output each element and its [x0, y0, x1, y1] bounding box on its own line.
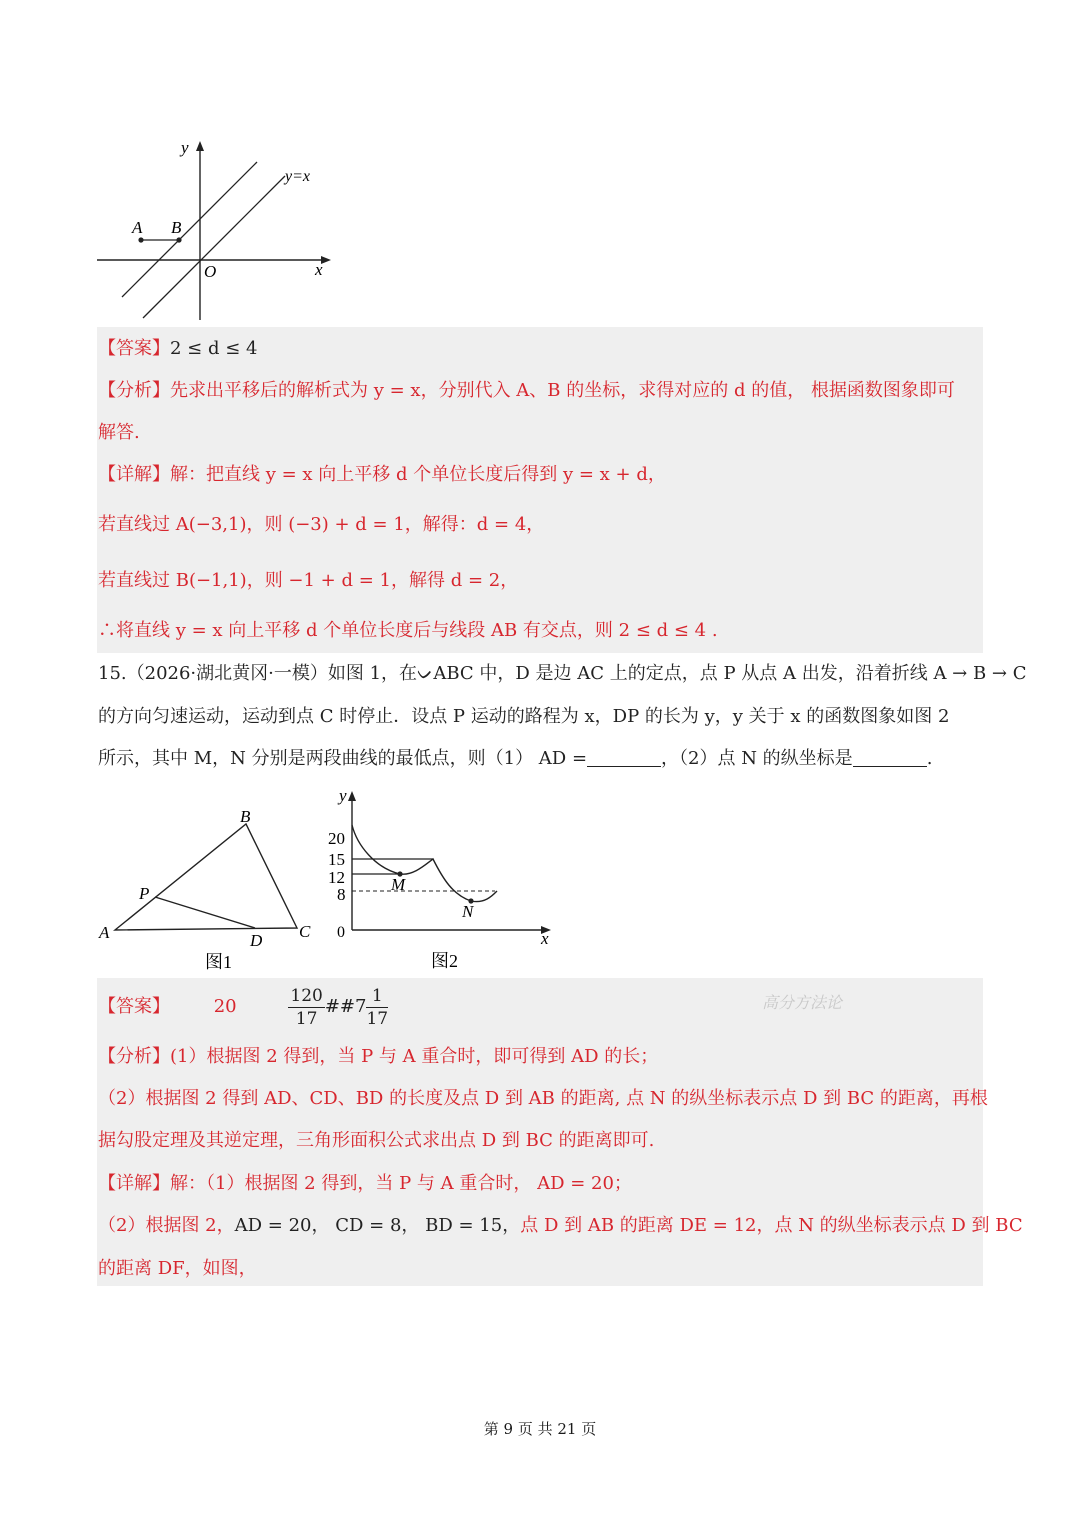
- answer-blank-2[interactable]: [853, 748, 927, 767]
- figure-coordinate-lines: [95, 135, 340, 325]
- answer-separator: ##7: [324, 996, 367, 1017]
- q14-answer-line: [98, 336, 257, 362]
- function-curve: [352, 825, 497, 902]
- detail-tag: 【详解】: [98, 1173, 170, 1194]
- q14-analysis-line-1: [98, 378, 955, 404]
- point-n-label: N: [462, 902, 474, 921]
- point-b: [176, 237, 181, 242]
- fraction-numerator: 1: [366, 985, 388, 1008]
- tick-8: 8: [337, 885, 346, 904]
- q15-detail-line-2: [98, 1213, 1023, 1239]
- analysis-tag: 【分析】: [98, 1046, 170, 1067]
- page-footer: 第 9 页 共 21 页: [483, 1420, 597, 1438]
- triangle-abc: [115, 824, 297, 930]
- q15-question-text-3c: .: [926, 748, 933, 769]
- point-b-label: B: [171, 218, 182, 237]
- vertex-a-label: A: [99, 923, 110, 942]
- figure-2-graph: [325, 783, 560, 980]
- q15-question-text-3b: ，（2）点 N 的纵坐标是: [661, 748, 853, 769]
- q15-answer-3-fraction: [366, 985, 388, 1030]
- q15-question-text-2: 的方向匀速运动，运动到点 C 时停止．设点 P 运动的路程为 x，DP 的长为 y，y 关于 x 的函数图象如图 2: [98, 706, 950, 727]
- line-label: y=x: [285, 168, 310, 185]
- q15-question-line-2: [98, 704, 949, 730]
- watermark: 高分方法论: [762, 993, 843, 1012]
- q14-analysis-text-1: 先求出平移后的解析式为 y = x，分别代入 A、B 的坐标，求得对应的 d 的值， 根据函数图象即可: [170, 380, 955, 401]
- q15-detail-text-3: 的距离 DF，如图，: [98, 1258, 257, 1279]
- q14-answer: 2 ≤ d ≤ 4: [170, 338, 258, 359]
- q14-detail-line-1: [98, 462, 666, 488]
- q14-detail-text-3: 若直线过 B(−1,1)，则 −1 + d = 1，解得 d = 2，: [98, 570, 519, 591]
- vertex-b-label: B: [240, 807, 251, 826]
- y-axis-arrow: [196, 141, 204, 151]
- q15-analysis-text-3: 据勾股定理及其逆定理，三角形面积公式求出点 D 到 BC 的距离即可.: [98, 1130, 655, 1151]
- q15-detail-line-1: [98, 1171, 632, 1197]
- y-axis-label: y: [181, 138, 189, 157]
- origin-label: 0: [337, 924, 345, 941]
- figure-1-triangle: [95, 800, 325, 980]
- x-axis-label: x: [541, 929, 549, 948]
- q14-detail-line-3: [98, 568, 518, 594]
- fraction-denominator: 17: [295, 1008, 318, 1029]
- point-d-label: D: [250, 931, 263, 950]
- point-m-label: M: [391, 875, 406, 894]
- q15-analysis-text-1: (1）根据图 2 得到，当 P 与 A 重合时，即可得到 AD 的长；: [170, 1046, 659, 1067]
- answer-tag: 【答案】: [98, 338, 170, 359]
- figure-2-caption: 图2: [431, 951, 458, 971]
- q15-detail-text-2a: （2）根据图 2，: [98, 1215, 235, 1236]
- y-axis-arrow: [348, 791, 356, 801]
- q14-detail-text-2: 若直线过 A(−3,1)，则 (−3) + d = 1，解得：d = 4，: [98, 514, 545, 535]
- q14-detail-line-2: [98, 512, 544, 538]
- q14-detail-text-4: ∴将直线 y = x 向上平移 d 个单位长度后与线段 AB 有交点，则 2 ≤ d ≤ 4 .: [98, 620, 718, 641]
- q15-question-text-1: 15.（2026·湖北黄冈·一模）如图 1，在ᨆABC 中，D 是边 AC 上的定点，点 P 从点 A 出发，沿着折线 A → B → C: [98, 663, 1027, 684]
- q14-solution-panel: [97, 327, 983, 653]
- y-axis-label: y: [339, 786, 347, 805]
- detail-tag: 【详解】: [98, 464, 170, 485]
- q15-answer-line: [98, 984, 388, 1030]
- tick-20: 20: [328, 829, 345, 848]
- q15-question-line-3: [98, 746, 932, 772]
- q15-detail-text-2b: AD = 20， CD = 8， BD = 15，: [234, 1215, 521, 1236]
- answer-blank-1[interactable]: [587, 748, 661, 767]
- vertex-c-label: C: [299, 922, 311, 941]
- fraction-denominator: 17: [366, 1008, 389, 1029]
- point-a: [138, 237, 143, 242]
- q15-detail-text-1: 解：（1）根据图 2 得到，当 P 与 A 重合时， AD = 20；: [170, 1173, 632, 1194]
- tick-15: 15: [328, 850, 345, 869]
- analysis-tag: 【分析】: [98, 380, 170, 401]
- q15-analysis-line-3: [98, 1128, 654, 1154]
- figure-1-caption: 图1: [205, 952, 232, 972]
- origin-label: O: [204, 262, 217, 281]
- q15-question-line-1: [98, 661, 1027, 687]
- point-a-label: A: [132, 218, 143, 237]
- line-y-equals-x: [143, 176, 285, 318]
- segment-pd: [155, 897, 255, 928]
- q14-detail-line-4: [98, 618, 718, 644]
- x-axis-label: x: [315, 260, 323, 279]
- q15-detail-text-2c: 点 D 到 AB 的距离 DE = 12，点 N 的纵坐标表示点 D 到 BC: [520, 1215, 1023, 1236]
- q15-answer-2-fraction: [288, 985, 324, 1030]
- q15-analysis-text-2: （2）根据图 2 得到 AD、CD、BD 的长度及点 D 到 AB 的距离, 点 N 的纵坐标表示点 D 到 BC 的距离，再根: [98, 1088, 988, 1109]
- q15-detail-line-3: [98, 1256, 257, 1282]
- fraction-numerator: 120: [290, 985, 323, 1006]
- q15-analysis-line-1: [98, 1044, 658, 1070]
- answer-tag: 【答案】: [98, 996, 170, 1017]
- point-p-label: P: [139, 884, 150, 903]
- q15-question-text-3a: 所示，其中 M，N 分别是两段曲线的最低点，则（1） AD =: [98, 748, 588, 769]
- q14-analysis-line-2: [98, 420, 140, 446]
- tick-12: 12: [328, 868, 345, 887]
- q15-analysis-line-2: [98, 1086, 988, 1112]
- q15-answer-1: 20: [213, 996, 237, 1017]
- q14-analysis-text-2: 解答.: [98, 422, 140, 443]
- q14-detail-text-1: 解：把直线 y = x 向上平移 d 个单位长度后得到 y = x + d，: [170, 464, 666, 485]
